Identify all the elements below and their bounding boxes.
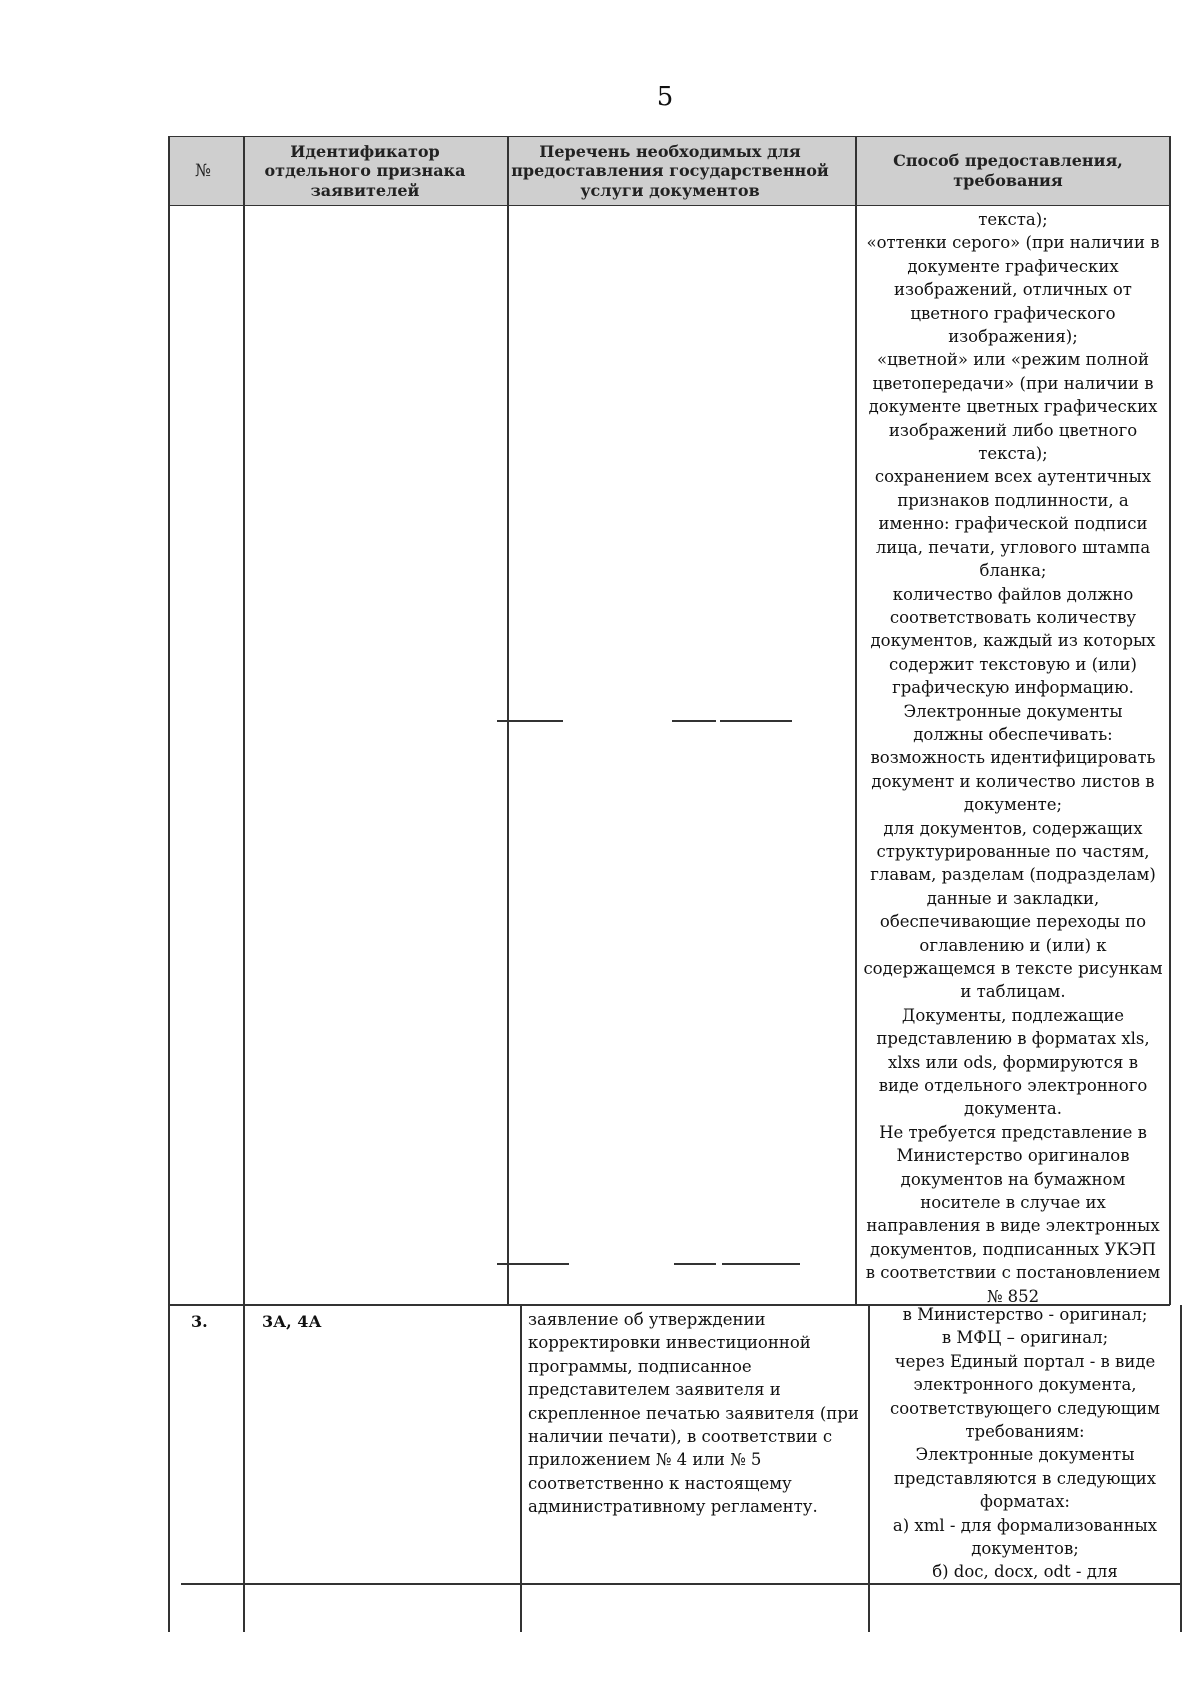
method-line: соответствующего следующим xyxy=(890,1398,1160,1418)
document-line: административному регламенту. xyxy=(528,1497,818,1517)
method-line: главам, разделам (подразделам) xyxy=(870,865,1156,885)
method-line: носителе в случае их xyxy=(920,1193,1106,1213)
method-line: б) doc, docx, odt - для xyxy=(932,1562,1118,1582)
method-line: изображения); xyxy=(948,327,1078,347)
method-line: требованиям: xyxy=(965,1422,1085,1442)
method-line: графическую информацию. xyxy=(892,678,1134,698)
method-line: xlxs или ods, формируются в xyxy=(888,1052,1138,1072)
method-line: признаков подлинности, а xyxy=(897,490,1129,510)
row-3-documents-text xyxy=(528,1308,864,1519)
method-line: в Министерство - оригинал; xyxy=(902,1305,1148,1324)
column-divider-1 xyxy=(243,136,245,1632)
method-line: Электронные документы xyxy=(915,1445,1135,1465)
method-line: Документы, подлежащие xyxy=(901,1005,1125,1025)
method-line: лица, печати, углового штампа xyxy=(875,537,1151,557)
header-documents: Перечень необходимых для предоставления государственной услуги документов xyxy=(511,141,829,200)
document-line: скрепленное печатью заявителя (при xyxy=(528,1403,859,1423)
method-line: документов; xyxy=(971,1539,1079,1559)
method-line: в соответствии с постановлением xyxy=(865,1263,1161,1283)
page-number: 5 xyxy=(656,82,674,112)
method-line: представляются в следующих xyxy=(893,1468,1157,1488)
method-line: содержащемся в тексте рисункам xyxy=(863,959,1163,978)
method-line: документов, подписанных УКЭП xyxy=(869,1239,1157,1259)
row-3-identifier: 3А, 4А xyxy=(262,1312,322,1331)
document-line: приложением № 4 или № 5 xyxy=(528,1450,762,1470)
scan-mark xyxy=(497,1263,569,1265)
method-line: текста); xyxy=(978,210,1048,229)
document-line: представителем заявителя и xyxy=(528,1380,781,1400)
scan-mark xyxy=(720,720,792,722)
scan-mark xyxy=(674,1263,716,1265)
document-line: наличии печати), в соответствии с xyxy=(528,1427,833,1447)
method-line: электронного документа, xyxy=(913,1375,1137,1395)
scan-mark xyxy=(672,720,716,722)
table-border-left xyxy=(168,136,170,1632)
method-line: Электронные документы xyxy=(903,701,1123,721)
document-line: заявление об утверждении xyxy=(528,1310,766,1329)
method-line: виде отдельного электронного xyxy=(878,1076,1148,1096)
method-line: и таблицам. xyxy=(960,982,1066,1002)
method-line: структурированные по частям, xyxy=(876,841,1150,861)
method-line: «оттенки серого» (при наличии в xyxy=(866,233,1160,253)
document-line: программы, подписанное xyxy=(528,1356,752,1376)
method-line: а) xml - для формализованных xyxy=(892,1515,1158,1535)
method-line: сохранением всех аутентичных xyxy=(874,467,1152,487)
header-num: № xyxy=(194,160,212,181)
method-line: должны обеспечивать: xyxy=(913,724,1113,744)
method-line: в МФЦ – оригинал; xyxy=(941,1328,1109,1348)
scan-mark xyxy=(497,720,563,722)
method-line: документе цветных графических xyxy=(868,397,1158,417)
method-line: документ и количество листов в xyxy=(871,771,1155,791)
method-line: форматах: xyxy=(980,1492,1070,1512)
method-line: «цветной» или «режим полной xyxy=(877,350,1149,370)
method-line: представлению в форматах xls, xyxy=(876,1029,1150,1049)
header-identifier: Идентификатор отдельного признака заявителей xyxy=(264,141,466,200)
method-line: оглавлению и (или) к xyxy=(919,935,1107,955)
method-line: именно: графической подписи xyxy=(878,514,1148,534)
method-line: для документов, содержащих xyxy=(883,818,1143,838)
method-line: обеспечивающие переходы по xyxy=(879,912,1147,932)
document-line: соответственно к настоящему xyxy=(528,1473,792,1493)
method-line: через Единый портал - в виде xyxy=(894,1351,1156,1371)
method-line: соответствовать количеству xyxy=(889,607,1137,627)
method-line: содержит текстовую и (или) xyxy=(889,654,1137,674)
method-line: количество файлов должно xyxy=(892,584,1134,604)
method-line: бланка; xyxy=(979,561,1047,581)
method-line: текста); xyxy=(978,444,1048,464)
header-method: Способ предоставления, требования xyxy=(893,151,1123,190)
method-line: направления в виде электронных xyxy=(866,1216,1160,1236)
method-line: изображений, отличных от xyxy=(894,280,1132,300)
method-line: изображений либо цветного xyxy=(888,420,1138,440)
row-3-number: 3. xyxy=(191,1312,208,1331)
method-line: возможность идентифицировать xyxy=(870,748,1156,768)
document-line: корректировки инвестиционной xyxy=(528,1333,811,1353)
method-line: документов, каждый из которых xyxy=(870,631,1156,651)
method-line: данные и закладки, xyxy=(926,888,1100,908)
method-line: № 852 xyxy=(986,1286,1040,1306)
method-line: Не требуется представление в xyxy=(879,1122,1147,1142)
method-line: цветопередачи» (при наличии в xyxy=(872,373,1154,393)
row-3-method-text xyxy=(872,1303,1178,1584)
method-line: документе; xyxy=(963,795,1063,815)
method-line: Министерство оригиналов xyxy=(896,1146,1130,1166)
column-divider-3 xyxy=(855,136,857,1305)
scan-mark xyxy=(722,1263,800,1265)
method-line: цветного графического xyxy=(910,303,1116,323)
method-line: документе графических xyxy=(907,256,1119,276)
method-line: документов на бумажном xyxy=(900,1169,1126,1189)
continued-method-text xyxy=(860,208,1166,1308)
table-border-right xyxy=(1169,136,1171,1305)
method-line: документа. xyxy=(964,1099,1062,1119)
